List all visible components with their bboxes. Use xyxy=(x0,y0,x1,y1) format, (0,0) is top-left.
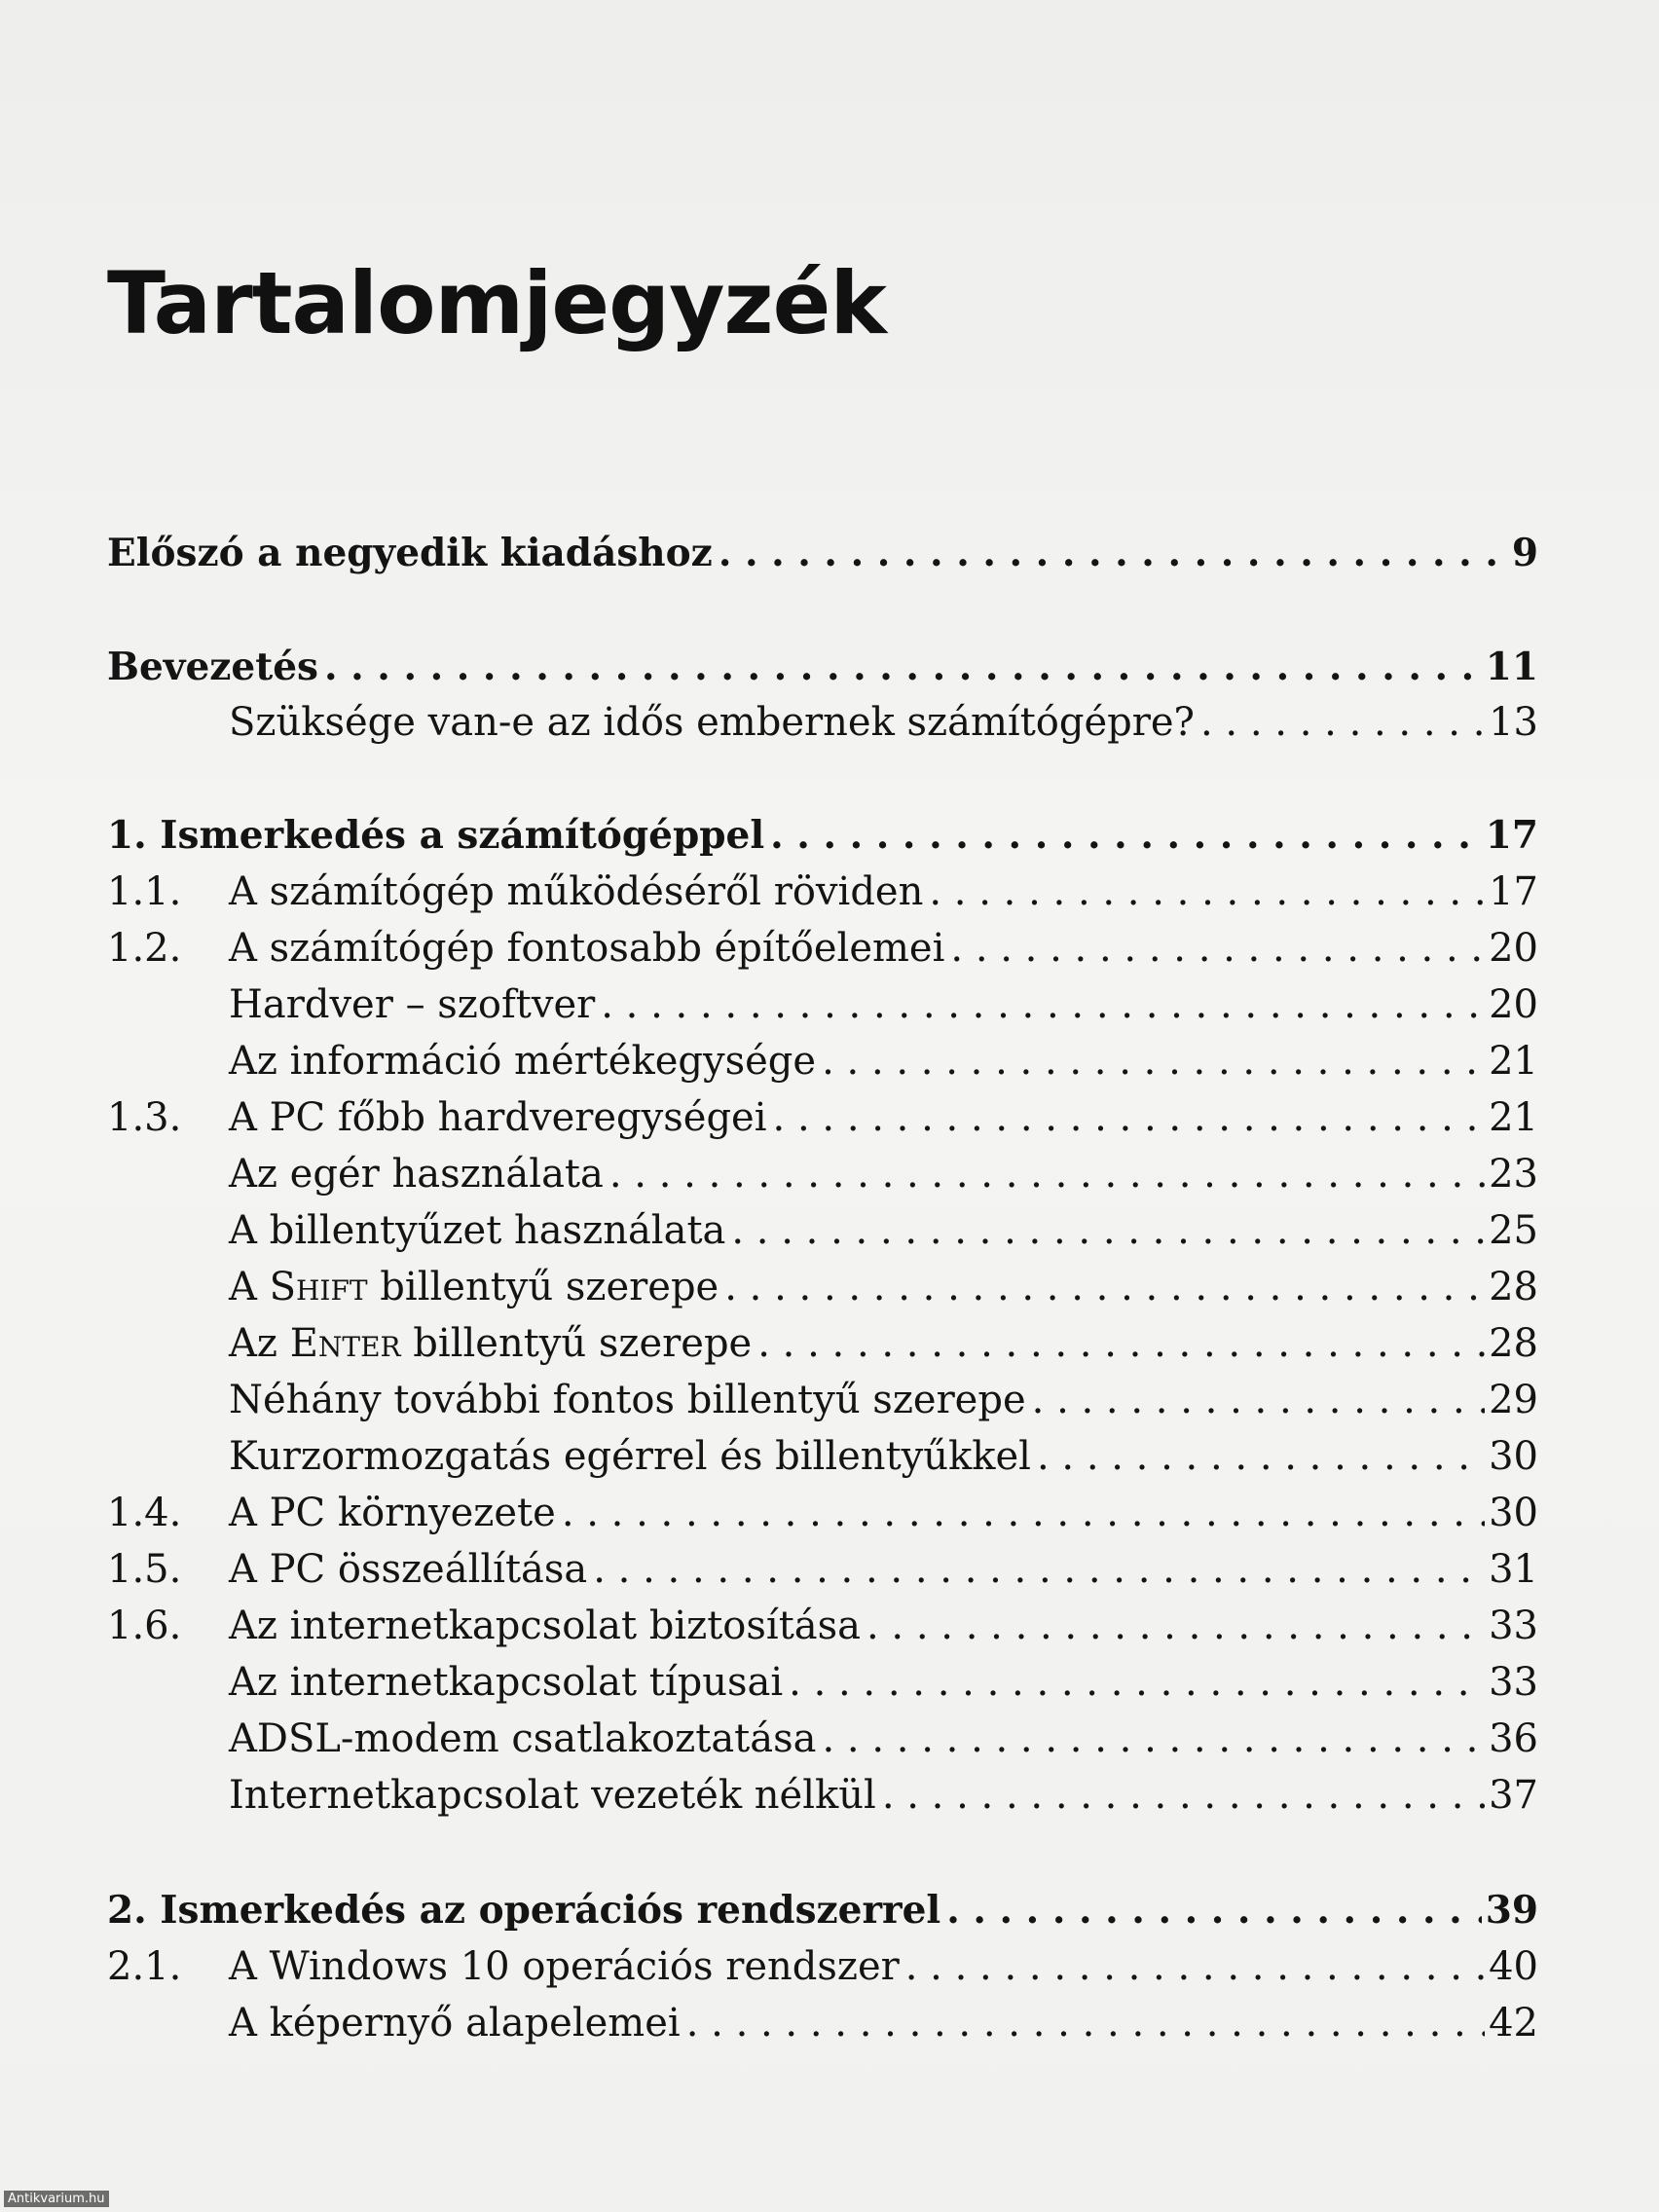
toc-entry-label: A billentyűzet használata xyxy=(229,1208,726,1253)
leader-dots xyxy=(929,865,1485,919)
toc-entry xyxy=(107,1090,1538,1145)
toc-entry xyxy=(107,1996,1538,2050)
toc-entry xyxy=(107,1203,1538,1258)
toc-entry-label: A Windows 10 operációs rendszer xyxy=(229,1944,900,1989)
label-pre: A xyxy=(229,1265,270,1309)
toc-entry xyxy=(107,1034,1538,1088)
toc-entry-page: 20 xyxy=(1489,926,1538,971)
toc-entry xyxy=(107,1768,1538,1823)
toc-entry-label: 2. Ismerkedés az operációs rendszerrel xyxy=(107,1888,941,1933)
toc-entry-page: 31 xyxy=(1489,1547,1538,1592)
toc-entry-label: Szüksége van-e az idős embernek számítógépre? xyxy=(229,700,1195,745)
toc-entry xyxy=(107,1260,1538,1314)
toc-entry-label xyxy=(229,1260,719,1314)
toc-entry-label: Előszó a negyedik kiadáshoz xyxy=(107,531,713,575)
toc-entry-page: 30 xyxy=(1489,1434,1538,1479)
leader-dots xyxy=(686,1996,1485,2050)
toc-entry-label: Bevezetés xyxy=(107,645,318,689)
toc-entry xyxy=(107,1373,1538,1427)
toc-entry-label: Hardver – szoftver xyxy=(229,982,596,1027)
toc-entry-page: 40 xyxy=(1489,1944,1538,1989)
label-pre: Az xyxy=(229,1321,290,1366)
watermark: Antikvarium.hu xyxy=(4,2191,109,2207)
toc-entry-page: 23 xyxy=(1489,1152,1538,1197)
leader-dots xyxy=(731,1203,1485,1258)
toc-entry-page: 17 xyxy=(1485,813,1538,858)
toc-entry xyxy=(107,921,1538,976)
toc-entry-number: 1.1. xyxy=(107,869,182,914)
toc-entry-page: 33 xyxy=(1489,1604,1538,1648)
page-title: Tartalomjegyzék xyxy=(107,253,886,353)
leader-dots xyxy=(609,1147,1485,1201)
leader-dots xyxy=(562,1486,1485,1540)
leader-dots xyxy=(593,1542,1485,1597)
toc-entry-label: Kurzormozgatás egérrel és billentyűkkel xyxy=(229,1434,1031,1479)
toc-entry-page: 21 xyxy=(1489,1039,1538,1084)
toc-entry-page: 25 xyxy=(1489,1208,1538,1253)
toc-entry-label: Az információ mértékegysége xyxy=(229,1039,817,1084)
leader-dots xyxy=(1037,1429,1485,1484)
toc-entry xyxy=(107,640,1538,694)
toc-entry-number: 1.2. xyxy=(107,926,182,971)
toc-entry-number: 1.3. xyxy=(107,1095,182,1140)
toc-entry-page: 21 xyxy=(1489,1095,1538,1140)
toc-entry xyxy=(107,808,1538,863)
key-name: Shift xyxy=(269,1265,368,1309)
toc-entry-number: 1.6. xyxy=(107,1604,182,1648)
toc-entry-page: 30 xyxy=(1489,1491,1538,1535)
leader-dots xyxy=(950,921,1485,976)
label-post: billentyű szerepe xyxy=(367,1265,719,1309)
leader-dots xyxy=(724,1260,1485,1314)
leader-dots xyxy=(946,1883,1482,1937)
toc-entry xyxy=(107,1939,1538,1994)
toc-entry-label: A PC főbb hardveregységei xyxy=(229,1095,767,1140)
toc-entry xyxy=(107,695,1538,750)
toc-entry xyxy=(107,865,1538,919)
toc-entry-page: 11 xyxy=(1485,645,1538,689)
toc-entry xyxy=(107,1429,1538,1484)
toc-entry-page: 17 xyxy=(1489,869,1538,914)
toc-entry-label xyxy=(229,1316,752,1371)
toc-entry xyxy=(107,1883,1538,1937)
toc-entry-label: Az internetkapcsolat biztosítása xyxy=(229,1604,861,1648)
leader-dots xyxy=(822,1712,1485,1766)
toc-entry-label: ADSL-modem csatlakoztatása xyxy=(229,1716,817,1761)
leader-dots xyxy=(882,1768,1485,1823)
toc-entry xyxy=(107,1599,1538,1653)
leader-dots xyxy=(1200,695,1485,750)
key-name: Enter xyxy=(289,1321,401,1366)
toc-entry xyxy=(107,1712,1538,1766)
toc-entry-page: 33 xyxy=(1489,1660,1538,1705)
toc-entry-page: 13 xyxy=(1489,700,1538,745)
toc-entry-page: 29 xyxy=(1489,1378,1538,1422)
leader-dots xyxy=(770,808,1482,863)
toc-entry-page: 28 xyxy=(1489,1265,1538,1309)
toc-entry xyxy=(107,1542,1538,1597)
leader-dots xyxy=(866,1599,1485,1653)
leader-dots xyxy=(773,1090,1486,1145)
toc-entry-label: A PC környezete xyxy=(229,1491,556,1535)
toc-entry xyxy=(107,1655,1538,1710)
toc-entry-number: 1.4. xyxy=(107,1491,182,1535)
toc-entry-page: 28 xyxy=(1489,1321,1538,1366)
leader-dots xyxy=(719,526,1508,580)
toc-entry xyxy=(107,526,1538,580)
toc-entry-label: Az internetkapcsolat típusai xyxy=(229,1660,784,1705)
toc-entry-page: 42 xyxy=(1489,2001,1538,2046)
toc-entry-page: 37 xyxy=(1489,1773,1538,1818)
leader-dots xyxy=(789,1655,1485,1710)
toc-entry-page: 36 xyxy=(1489,1716,1538,1761)
toc-entry-page: 20 xyxy=(1489,982,1538,1027)
leader-dots xyxy=(822,1034,1485,1088)
toc-entry-number: 1.5. xyxy=(107,1547,182,1592)
toc-entry-page: 39 xyxy=(1485,1888,1538,1933)
toc-entry-page: 9 xyxy=(1511,531,1538,575)
leader-dots xyxy=(324,640,1482,694)
toc-entry-label: A számítógép működéséről röviden xyxy=(229,869,924,914)
toc-entry-label: A számítógép fontosabb építőelemei xyxy=(229,926,945,971)
toc-entry xyxy=(107,977,1538,1032)
leader-dots xyxy=(905,1939,1485,1994)
toc-entry-label: Az egér használata xyxy=(229,1152,604,1197)
leader-dots xyxy=(1032,1373,1485,1427)
toc-entry xyxy=(107,1316,1538,1371)
toc-entry-label: Internetkapcsolat vezeték nélkül xyxy=(229,1773,876,1818)
toc-entry-label: A képernyő alapelemei xyxy=(229,2001,681,2046)
leader-dots xyxy=(601,977,1485,1032)
leader-dots xyxy=(757,1316,1485,1371)
toc-entry-label: 1. Ismerkedés a számítógéppel xyxy=(107,813,765,858)
label-post: billentyű szerepe xyxy=(400,1321,753,1366)
toc-entry-label: Néhány további fontos billentyű szerepe xyxy=(229,1378,1026,1422)
toc-entry-number: 2.1. xyxy=(107,1944,182,1989)
toc-entry xyxy=(107,1147,1538,1201)
toc-entry xyxy=(107,1486,1538,1540)
toc-entry-label: A PC összeállítása xyxy=(229,1547,588,1592)
